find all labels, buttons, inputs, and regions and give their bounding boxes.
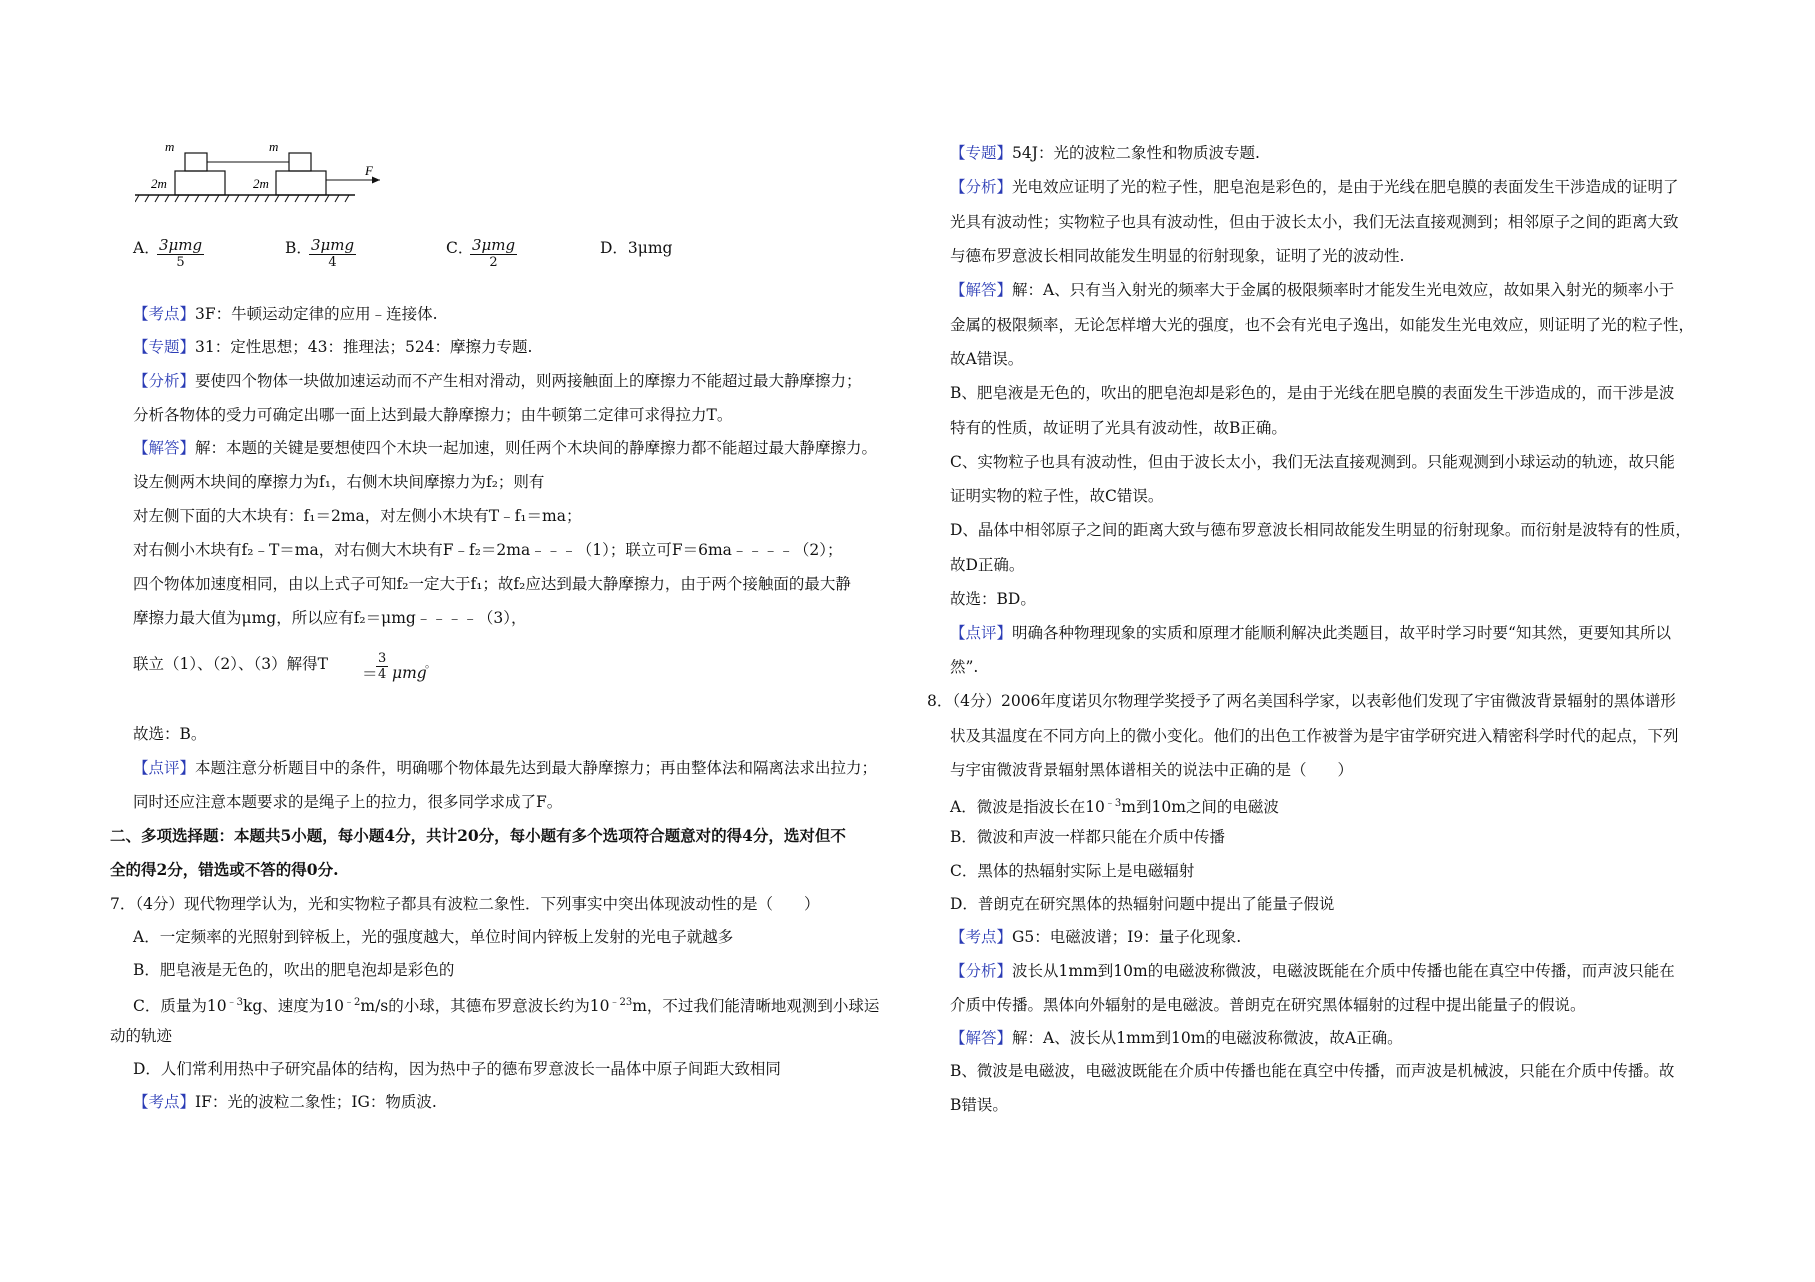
q8-option-d: D．普朗克在研究黑体的热辐射问题中提出了能量子假说 <box>950 895 1335 913</box>
tag-zhuanti: 【专题】 <box>133 338 196 356</box>
tag-jieda: 【解答】 <box>133 439 196 457</box>
q7-fenxi-1: 【分析】光电效应证明了光的粒子性，肥皂泡是彩色的，是由于光线在肥皂膜的表面发生干涉造成的证明了 <box>950 178 1679 196</box>
q8-fenxi-2: 介质中传播。黑体向外辐射的是电磁波。普朗克在研究黑体辐射的过程中提出能量子的假说。 <box>950 996 1586 1014</box>
q6-jieda-3: 对左侧下面的大木块有：f₁＝2ma，对左侧小木块有T﹣f₁＝ma； <box>133 507 582 525</box>
q6-option-a-den: 5 <box>176 255 185 270</box>
q7-kaodian: 【考点】IF：光的波粒二象性；IG：物质波. <box>133 1093 437 1111</box>
q6-jieda-6: 摩擦力最大值为μmg，所以应有f₂＝μmg﹣﹣﹣﹣（3）， <box>133 609 527 627</box>
q8-jieda-2: B、微波是电磁波，电磁波既能在介质中传播也能在真空中传播，而声波是机械波，只能在介质中传播。故 <box>950 1062 1675 1080</box>
label-2m-right: 2m <box>253 176 269 191</box>
q6-option-c-den: 2 <box>489 255 498 270</box>
q7-option-d: D．人们常利用热中子研究晶体的结构，因为热中子的德布罗意波长一晶体中原子间距大致相同 <box>133 1060 781 1078</box>
q6-option-b-num: 3μmg <box>311 236 355 254</box>
q8-jieda-3: B错误。 <box>950 1096 1008 1114</box>
q7-jieda-2: 金属的极限频率，无论怎样增大光的强度，也不会有光电子逸出，如能发生光电效应，则证明了光的粒子性， <box>950 316 1695 334</box>
q6-option-c-label: C． <box>446 239 474 257</box>
q7-fenxi-2: 光具有波动性；实物粒子也具有波动性，但由于波长太小，我们无法直接观测到；相邻原子之间的距离大致 <box>950 213 1679 231</box>
q8-option-c: C．黑体的热辐射实际上是电磁辐射 <box>950 862 1195 880</box>
q6-option-c-frac <box>470 236 517 270</box>
q8-stem-1: 8．（4分）2006年度诺贝尔物理学奖授予了两名美国科学家，以表彰他们发现了宇宙微波背景辐射的黑体谱形 <box>927 692 1676 710</box>
q8-stem-3: 与宇宙微波背景辐射黑体谱相关的说法中正确的是（ ） <box>950 761 1354 779</box>
q7-jieda-7: 证明实物的粒子性，故C错误。 <box>950 487 1164 505</box>
section2-heading-1: 二、多项选择题：本题共5小题，每小题4分，共计20分，每小题有多个选项符合题意对的得4分，选对但不 <box>110 826 846 845</box>
q7-option-c: C．质量为$10^{﹣3}kg$、速度为$10^{﹣2}m/s$的小球，其德布罗意波长约为$10^{﹣23}m$，不过我们能清晰地观测到小球运 <box>133 997 880 1015</box>
q8-fenxi-1: 【分析】波长从1mm到10m的电磁波称微波，电磁波既能在介质中传播也能在真空中传播，而声波只能在 <box>950 962 1675 980</box>
q7-jieda-1: 【解答】解：A、只有当入射光的频率大于金属的极限频率时才能发生光电效应，故如果入射光的频率小于 <box>950 281 1675 299</box>
q6-option-a-label: A． <box>133 239 160 257</box>
q7-jieda-3: 故A错误。 <box>950 350 1024 368</box>
q7-jieda-8: D、晶体中相邻原子之间的距离大致与德布罗意波长相同故能发生明显的衍射现象。而衍射是波特有的性质， <box>950 521 1691 539</box>
blocks-figure <box>135 140 395 210</box>
q6-jieda-7: 联立（1）、（2）、（3）解得T <box>133 655 328 673</box>
label-f: F <box>365 163 373 178</box>
q6-option-a-num: 3μmg <box>159 236 203 254</box>
q6-option-b-frac <box>309 236 356 270</box>
q7-option-c-cont: 动的轨迹 <box>110 1027 173 1045</box>
q6-option-a-frac <box>157 236 204 270</box>
label-m-right: m <box>269 140 279 154</box>
tag-fenxi: 【分析】 <box>133 372 196 390</box>
q6-answer: 故选：B。 <box>133 725 207 743</box>
q6-jieda-2: 设左侧两木块间的摩擦力为f₁，右侧木块间摩擦力为f₂；则有 <box>133 473 545 491</box>
q7-dianping-1: 【点评】明确各种物理现象的实质和原理才能顺利解决此类题目，故平时学习时要“知其然，更要知其所以 <box>950 624 1671 642</box>
label-2m-left: 2m <box>151 176 167 191</box>
q6-option-b-den: 4 <box>328 255 337 270</box>
q6-option-b-label: B． <box>285 239 312 257</box>
q7-dianping-2: 然”. <box>950 658 979 676</box>
q7-option-a: A．一定频率的光照射到锌板上，光的强度越大，单位时间内锌板上发射的光电子就越多 <box>133 928 734 946</box>
q6-option-d: D．3μmg <box>600 239 673 257</box>
q7-option-b: B．肥皂液是无色的，吹出的肥皂泡却是彩色的 <box>133 961 455 979</box>
q8-option-b: B．微波和声波一样都只能在介质中传播 <box>950 828 1225 846</box>
q8-stem-2: 状及其温度在不同方向上的微小变化。他们的出色工作被誉为是宇宙学研究进入精密科学时代的起点，下列 <box>950 727 1679 745</box>
q7-jieda-6: C、实物粒子也具有波动性，但由于波长太小，我们无法直接观测到。只能观测到小球运动的轨迹，故只能 <box>950 453 1675 471</box>
q6-zhuanti: 【专题】31：定性思想；43：推理法；524：摩擦力专题. <box>133 338 533 356</box>
q6-jieda-7-eq: ＝ <box>362 665 378 683</box>
q6-jieda-1: 【解答】解：本题的关键是要想使四个木块一起加速，则任两个木块间的静摩擦力都不能超过最大静摩擦力。 <box>133 439 878 457</box>
q7-zhuanti: 【专题】54J：光的波粒二象性和物质波专题. <box>950 144 1260 162</box>
q6-dianping-1: 【点评】本题注意分析题目中的条件，明确哪个物体最先达到最大静摩擦力；再由整体法和隔离法求出拉力； <box>133 759 878 777</box>
q6-option-c-num: 3μmg <box>472 236 516 254</box>
q7-jieda-5: 特有的性质，故证明了光具有波动性，故B正确。 <box>950 419 1287 437</box>
q8-jieda-1: 【解答】解：A、波长从1mm到10m的电磁波称微波，故A正确。 <box>950 1029 1403 1047</box>
q7-stem: 7．（4分）现代物理学认为，光和实物粒子都具有波粒二象性．下列事实中突出体现波动性的是（ ） <box>110 895 820 913</box>
tag-kaodian: 【考点】 <box>133 305 196 323</box>
q6-fenxi-2: 分析各物体的受力可确定出哪一面上达到最大静摩擦力；由牛顿第二定律可求得拉力T。 <box>133 406 733 424</box>
q6-jieda-4: 对右侧小木块有f₂﹣T＝ma，对右侧大木块有F﹣f₂＝2ma﹣﹣﹣（1）；联立可F＝6ma﹣﹣﹣﹣（2）； <box>133 541 843 559</box>
q6-jieda-7-end: 。 <box>425 657 436 670</box>
q8-kaodian: 【考点】G5：电磁波谱；I9：量子化现象. <box>950 928 1242 946</box>
q7-fenxi-3: 与德布罗意波长相同故能发生明显的衍射现象，证明了光的波动性. <box>950 247 1405 265</box>
q8-option-a: A．微波是指波长在$10^{﹣3}m$到10m之间的电磁波 <box>950 798 1279 816</box>
label-m-left: m <box>165 140 175 154</box>
q6-kaodian: 【考点】3F：牛顿运动定律的应用﹣连接体. <box>133 305 438 323</box>
q6-jieda-5: 四个物体加速度相同，由以上式子可知f₂一定大于f₁；故f₂应达到最大静摩擦力，由于两个接触面的最大静 <box>133 575 851 593</box>
q6-jieda-7-frac: $\frac{3}{4}$ <box>378 651 387 682</box>
q6-jieda-7-tail: μmg <box>392 664 427 682</box>
section2-heading-2: 全的得2分，错选或不答的得0分. <box>110 860 339 879</box>
tag-dianping: 【点评】 <box>133 759 196 777</box>
q7-answer: 故选：BD。 <box>950 590 1036 608</box>
q7-jieda-4: B、肥皂液是无色的，吹出的肥皂泡却是彩色的，是由于光线在肥皂膜的表面发生干涉造成的，而干涉是波 <box>950 384 1675 402</box>
q6-fenxi-1: 【分析】要使四个物体一块做加速运动而不产生相对滑动，则两接触面上的摩擦力不能超过最大静摩擦力； <box>133 372 862 390</box>
q7-jieda-9: 故D正确。 <box>950 556 1025 574</box>
q6-dianping-2: 同时还应注意本题要求的是绳子上的拉力，很多同学求成了F。 <box>133 793 563 811</box>
